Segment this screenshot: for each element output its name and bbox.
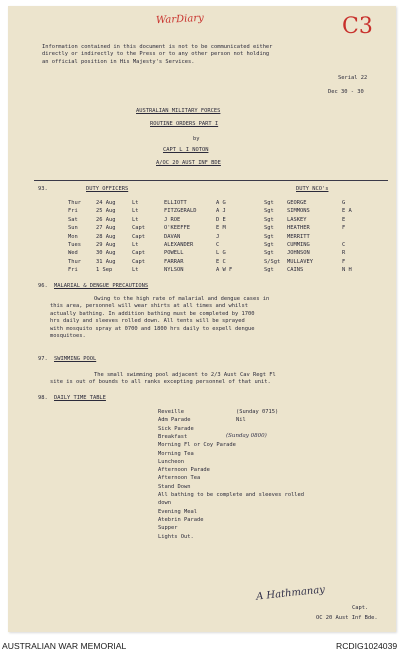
document-page: [8, 6, 396, 632]
duty-cell-nrank: Sgt: [264, 225, 274, 232]
section-97-number: 97.: [38, 356, 48, 362]
section-97-title: SWIMMING POOL: [54, 356, 97, 362]
signature-rank: Capt.: [352, 605, 369, 611]
duty-cell-date: 31 Aug: [96, 258, 116, 265]
timetable-item: Afternoon Tea: [158, 475, 201, 482]
section-96-text: Owing to the high rate of malarial and dengue cases in this area, personnel will wear shirts at all times and whilst actually bathing. In addition bathing must be completed by 1700 hrs daily and sleeves rolled down. All tents will be sprayed with mosquito spray at 0700 and 1800 hrs daily to expell dengue mosquitoes.: [50, 296, 270, 340]
order-date: Dec 30 - 30: [328, 89, 364, 95]
duty-ncos-title: DUTY NCO's: [296, 186, 329, 192]
duty-cell-rank: Capt: [132, 233, 145, 240]
timetable-item: Morning Fl or Coy Parade: [158, 442, 236, 449]
duty-cell-nrank: Sgt: [264, 208, 274, 215]
duty-cell-day: Tues: [68, 242, 81, 248]
duty-cell-nco: CAINS: [287, 267, 304, 274]
timetable-item: Morning Tea: [158, 450, 194, 457]
duty-cell-ni: G: [342, 200, 346, 206]
duty-cell-rank: Capt: [132, 225, 145, 232]
duty-cell-name: O'KEEFFE: [164, 225, 190, 232]
duty-cell-ni: R: [342, 250, 346, 257]
duty-cell-nrank: Sgt: [264, 242, 274, 248]
duty-cell-date: 28 Aug: [96, 233, 116, 240]
duty-cell-init: L G: [216, 250, 226, 257]
title-orders: ROUTINE ORDERS PART I: [150, 121, 219, 127]
duty-cell-init: C: [216, 242, 220, 248]
duty-cell-day: Sun: [68, 225, 78, 232]
duty-cell-nco: HEATHER: [287, 225, 310, 232]
duty-cell-day: Thur: [68, 200, 81, 206]
section-96-number: 96.: [38, 283, 48, 289]
duty-cell-nrank: S/Sgt: [264, 258, 281, 265]
security-warning: Information contained in this document is not to be communicated either directly or indirectly to the Press or to any other person not holding an official position in His Majesty's Services.: [42, 44, 273, 65]
footer-bar: [0, 639, 406, 654]
duty-cell-init: D E: [216, 216, 226, 223]
duty-cell-nco: MULLAVEY: [287, 258, 313, 265]
duty-cell-init: E C: [216, 258, 226, 265]
duty-cell-day: Sat: [68, 216, 78, 223]
timetable-note: Nil: [236, 417, 246, 424]
duty-cell-name: DAVAN: [164, 233, 181, 240]
section-95-number: 93.: [38, 186, 48, 192]
duty-cell-name: NYLSON: [164, 267, 184, 274]
duty-cell-ni: F: [342, 258, 346, 265]
duty-cell-nco: GEORGE: [287, 200, 307, 206]
duty-cell-init: E M: [216, 225, 226, 232]
duty-cell-ni: C: [342, 242, 346, 248]
duty-cell-date: 24 Aug: [96, 200, 116, 206]
timetable-item: All bathing to be complete and sleeves rolled: [158, 492, 305, 498]
title-unit: A/OC 20 AUST INF BDE: [156, 160, 221, 166]
duty-cell-rank: Lt: [132, 208, 139, 215]
duty-cell-nrank: Sgt: [264, 267, 274, 274]
handwritten-war-diary: WarDiary: [155, 12, 205, 27]
timetable-item: down: [158, 500, 171, 507]
duty-cell-init: A G: [216, 200, 226, 206]
duty-cell-nrank: Sgt: [264, 233, 274, 240]
duty-cell-nco: LASKEY: [287, 216, 307, 223]
timetable-item: Afternoon Parade: [158, 467, 210, 474]
duty-cell-nrank: Sgt: [264, 200, 274, 206]
handwritten-sunday-note: (Sunday 0800): [226, 433, 267, 439]
section-98-number: 98.: [38, 395, 48, 401]
duty-cell-name: POWELL: [164, 250, 184, 257]
duty-cell-name: FARRAR: [164, 258, 184, 265]
timetable-item: Luncheon: [158, 458, 184, 465]
duty-cell-init: A W F: [216, 267, 233, 274]
duty-cell-date: 25 Aug: [96, 208, 116, 215]
signature-scrawl: A Hathmanay: [255, 584, 326, 603]
footer-record-id: RCDIG1024039: [336, 641, 398, 651]
signature-unit: OC 20 Aust Inf Bde.: [316, 615, 378, 621]
duty-cell-rank: Lt: [132, 200, 139, 206]
footer-archive-name: AUSTRALIAN WAR MEMORIAL: [2, 641, 127, 651]
duty-cell-date: 30 Aug: [96, 250, 116, 257]
section-96-title: MALARIAL & DENGUE PRECAUTIONS: [54, 283, 149, 289]
duty-cell-day: Thur: [68, 258, 81, 265]
duty-cell-nrank: Sgt: [264, 216, 274, 223]
duty-cell-name: FITZGERALD: [164, 208, 197, 215]
title-officer: CAPT L I NOTON: [163, 147, 209, 153]
duty-cell-day: Fri: [68, 208, 78, 215]
timetable-item: Sick Parade: [158, 425, 194, 432]
timetable-note: (Sunday 0715): [236, 409, 279, 415]
timetable-item: Evening Meal: [158, 508, 197, 515]
timetable-item: Lights Out.: [158, 533, 194, 540]
section-97-text: The small swimming pool adjacent to 2/3 Aust Cav Regt Fl site is out of bounds to all ranks excepting personnel of that unit.: [50, 372, 276, 386]
serial-number: Serial 22: [338, 75, 368, 81]
duty-cell-ni: E A: [342, 208, 352, 215]
duty-cell-rank: Capt: [132, 258, 145, 265]
duty-cell-date: 29 Aug: [96, 242, 116, 248]
section-98-title: DAILY TIME TABLE: [54, 395, 106, 401]
duty-cell-date: 26 Aug: [96, 216, 116, 223]
section-95-title: DUTY OFFICERS: [86, 186, 129, 192]
timetable-item: Stand Down: [158, 483, 191, 490]
duty-cell-name: ALEXANDER: [164, 242, 194, 248]
duty-cell-nco: JOHNSON: [287, 250, 310, 257]
timetable-item: Adm Parade: [158, 417, 191, 424]
duty-cell-nco: SIMMONS: [287, 208, 310, 215]
duty-cell-rank: Lt: [132, 216, 139, 223]
duty-cell-nrank: Sgt: [264, 250, 274, 257]
duty-cell-name: ELLIOTT: [164, 200, 187, 206]
title-force: AUSTRALIAN MILITARY FORCES: [136, 108, 221, 114]
duty-cell-name: J ROE: [164, 216, 181, 223]
duty-cell-nco: CUMMING: [287, 242, 310, 248]
divider-rule: [34, 180, 388, 181]
timetable-item: Atebrin Parade: [158, 516, 204, 523]
duty-cell-date: 27 Aug: [96, 225, 116, 232]
duty-cell-ni: F: [342, 225, 346, 232]
duty-cell-ni: N H: [342, 267, 352, 274]
duty-cell-ni: E: [342, 216, 346, 223]
duty-cell-day: Mon: [68, 233, 78, 240]
duty-cell-day: Fri: [68, 267, 78, 274]
duty-cell-nco: MERRITT: [287, 233, 310, 240]
duty-cell-rank: Lt: [132, 267, 139, 274]
timetable-item: Breakfast: [158, 433, 188, 440]
timetable-item: Reveille: [158, 409, 184, 415]
duty-cell-rank: Lt: [132, 242, 139, 248]
duty-cell-date: 1 Sep: [96, 267, 113, 274]
duty-cell-day: Wed: [68, 250, 78, 257]
timetable-item: Supper: [158, 525, 178, 532]
duty-cell-init: J: [216, 233, 220, 240]
corner-code: C3: [342, 14, 373, 39]
duty-cell-rank: Capt: [132, 250, 145, 257]
title-by: by: [193, 136, 200, 142]
duty-cell-init: A J: [216, 208, 226, 215]
